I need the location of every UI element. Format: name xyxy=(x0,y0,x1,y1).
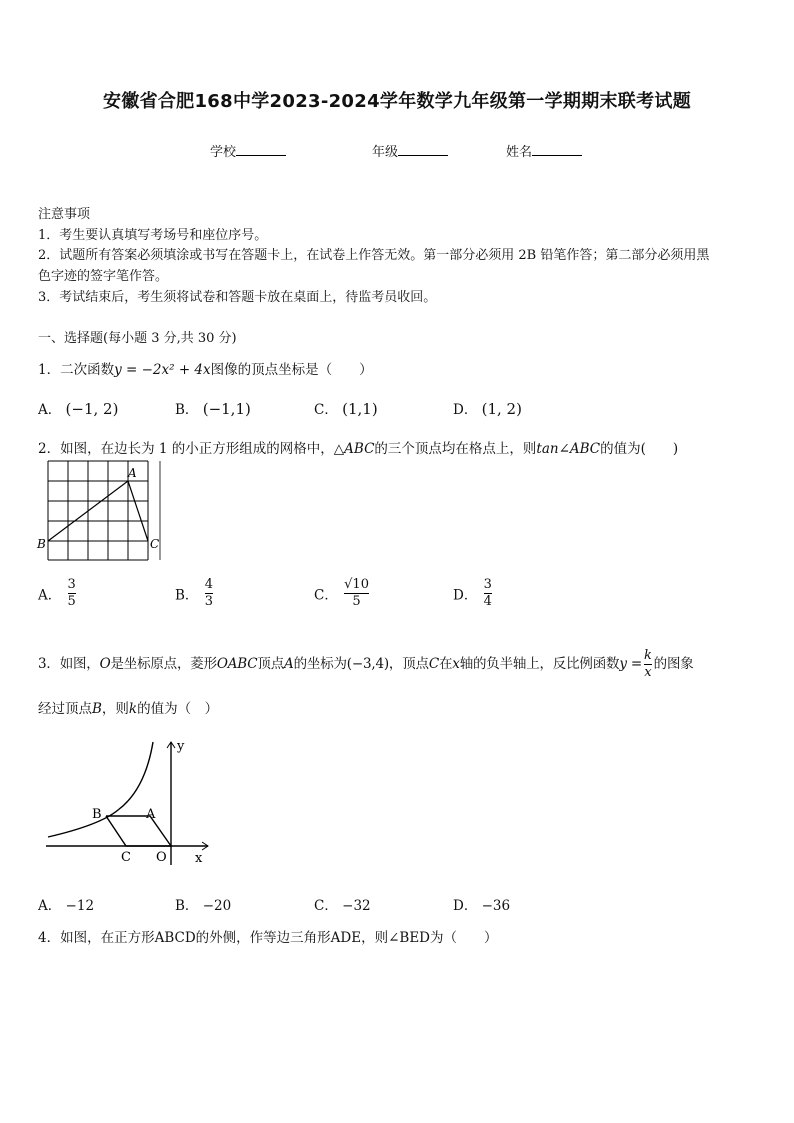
q3-coord: (−3,4) xyxy=(346,656,389,672)
question-number: 3． xyxy=(38,656,60,672)
q3-var-o: O xyxy=(99,656,111,672)
q2-option-a[interactable]: A． $\frac{3}{5}$ xyxy=(38,577,76,609)
q3-var-k: k xyxy=(128,701,138,717)
q2-text: 的值为( ) xyxy=(600,441,679,457)
q3-var-c: C xyxy=(428,656,439,672)
notice-item: 2．试题所有答案必须填涂或书写在答题卡上，在试卷上作答无效。第一部分必须用 2B 铅笔作答；第二部分必须用黑 xyxy=(38,248,710,263)
question-2 xyxy=(38,437,678,457)
q2-option-b[interactable]: B． $\frac{4}{3}$ xyxy=(175,577,213,609)
q2-option-d[interactable]: D． $\frac{3}{4}$ xyxy=(453,577,492,609)
q3-text: 的坐标为 xyxy=(293,656,347,672)
q2-option-c[interactable]: C． $\frac{√10}{5}$ xyxy=(314,577,369,609)
q3-label-x: x xyxy=(195,851,203,866)
name-field xyxy=(506,141,582,160)
q3-option-b[interactable]: B． −20 xyxy=(175,898,232,914)
q1-option-c[interactable]: C． (1,1) xyxy=(314,400,378,418)
notice-heading: 注意事项 xyxy=(38,207,91,222)
q1-option-b[interactable]: B． (−1,1) xyxy=(175,400,251,418)
q3-text: 在 xyxy=(438,656,453,672)
q3-graph-figure xyxy=(40,730,220,870)
q1-text: 二次函数 xyxy=(60,362,115,378)
page-title: 安徽省合肥168中学2023-2024学年数学九年级第一学期期末联考试题 xyxy=(102,91,692,112)
notice-item: 3．考试结束后，考生须将试卷和答题卡放在桌面上，待监考员收回。 xyxy=(38,290,437,305)
section-heading: 一、选择题(每小题 3 分,共 30 分) xyxy=(38,331,237,346)
q3-text: 顶点 xyxy=(257,656,285,672)
q2-triangle: △ABC xyxy=(333,441,375,457)
question-3-line2 xyxy=(38,697,218,717)
q3-label-o: O xyxy=(156,850,167,865)
q3-func-frac: $\frac{k}{x}$ xyxy=(643,648,652,680)
q3-text: 的值为（ ） xyxy=(137,701,219,717)
q2-text: 如图，在边长为 1 的小正方形组成的网格中， xyxy=(60,441,334,457)
q2-grid-figure xyxy=(38,458,168,568)
name-label: 姓名 xyxy=(506,145,533,160)
q2-label-c: C xyxy=(150,537,160,551)
q3-var-b: B xyxy=(92,701,102,717)
grade-field xyxy=(372,141,448,160)
q3-text: 轴的负半轴上，反比例函数 xyxy=(459,656,620,672)
q1-function: y = −2x² + 4x xyxy=(114,362,211,378)
school-label: 学校 xyxy=(210,145,237,160)
q3-option-c[interactable]: C． −32 xyxy=(314,898,371,914)
question-number: 4． xyxy=(38,930,61,946)
q1-option-a[interactable]: A． (−1, 2) xyxy=(38,400,119,418)
q3-option-a[interactable]: A． −12 xyxy=(38,898,95,914)
q3-text: ，则 xyxy=(101,701,129,717)
notice-item: 1．考生要认真填写考场号和座位序号。 xyxy=(38,228,268,243)
q3-var-x: x xyxy=(452,656,460,672)
question-4 xyxy=(38,926,498,946)
q3-label-c: C xyxy=(121,850,131,865)
q3-label-a: A xyxy=(146,807,156,822)
q3-text: ，顶点 xyxy=(388,656,429,672)
q3-var-oabc: OABC xyxy=(216,656,258,672)
question-1 xyxy=(38,358,373,378)
q3-option-d[interactable]: D． −36 xyxy=(453,898,511,914)
q3-text: 是坐标原点，菱形 xyxy=(110,656,217,672)
q3-text: 如图， xyxy=(59,656,100,672)
q1-option-d[interactable]: D． (1, 2) xyxy=(453,400,522,418)
school-field xyxy=(210,141,286,160)
notice-item: 色字迹的签字笔作答。 xyxy=(38,269,169,284)
q3-var-a: A xyxy=(284,656,294,672)
question-number: 2． xyxy=(38,441,61,457)
q2-label-a: A xyxy=(128,466,137,480)
q4-text: 如图，在正方形ABCD的外侧，作等边三角形ADE，则∠BED为（ ） xyxy=(60,930,498,946)
q2-tan: tan∠ABC xyxy=(536,441,601,457)
q2-label-b: B xyxy=(37,537,46,551)
q3-text: 经过顶点 xyxy=(38,701,92,717)
q3-func-left: y = xyxy=(619,656,642,672)
q1-text: 图像的顶点坐标是（ ） xyxy=(210,362,373,378)
q3-label-b: B xyxy=(92,807,102,822)
grade-label: 年级 xyxy=(372,145,399,160)
q3-label-y: y xyxy=(177,739,185,754)
question-3 xyxy=(38,648,694,681)
q3-text: 的图象 xyxy=(653,656,694,672)
q2-text: 的三个顶点均在格点上，则 xyxy=(374,441,537,457)
question-number: 1． xyxy=(38,362,61,378)
